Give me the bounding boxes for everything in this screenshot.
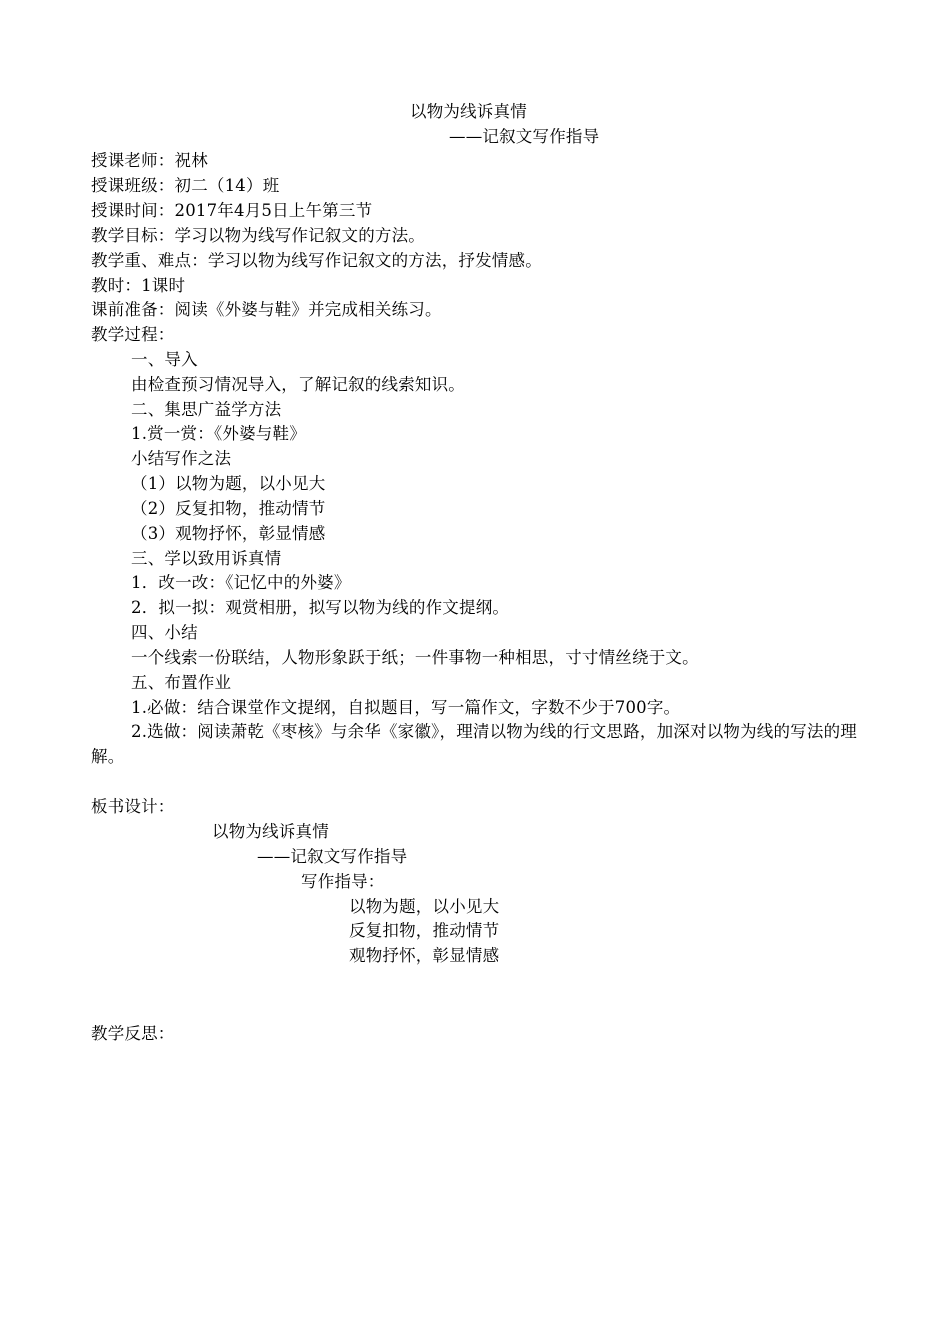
board-point: 以物为题，以小见大 xyxy=(349,897,500,916)
process-text: 1.赏一赏：《外婆与鞋》 xyxy=(131,424,306,443)
section-heading: 一、导入 xyxy=(131,350,198,369)
time-line: 授课时间：2017年4月5日上午第三节 xyxy=(91,201,373,220)
process-text: 2．拟一拟：观赏相册，拟写以物为线的作文提纲。 xyxy=(131,598,510,617)
board-heading: 写作指导： xyxy=(301,872,385,891)
document-title: 以物为线诉真情 xyxy=(410,102,527,121)
section-heading: 三、学以致用诉真情 xyxy=(131,549,282,568)
summary-text: 一个线索一份联结，人物形象跃于纸；一件事物一种相思，寸寸情丝绕于文。 xyxy=(131,648,699,667)
board-point: 观物抒怀，彰显情感 xyxy=(349,946,500,965)
method-point: （1）以物为题，以小见大 xyxy=(131,474,326,493)
process-heading: 教学过程： xyxy=(91,325,175,344)
process-text: 1．改一改：《记忆中的外婆》 xyxy=(131,573,351,592)
board-subtitle: ——记叙文写作指导 xyxy=(257,847,408,866)
homework-optional: 2.选做：阅读萧乾《枣核》与余华《家徽》，理清以物为线的行文思路，加深对以物为线的写法的理解。 xyxy=(91,722,857,766)
class-line: 授课班级：初二（14）班 xyxy=(91,176,280,195)
process-text: 由检查预习情况导入，了解记叙的线索知识。 xyxy=(131,375,465,394)
preparation-line: 课前准备：阅读《外婆与鞋》并完成相关练习。 xyxy=(91,300,442,319)
document-subtitle: ——记叙文写作指导 xyxy=(449,127,600,146)
board-title: 以物为线诉真情 xyxy=(212,822,329,841)
section-heading: 五、布置作业 xyxy=(131,673,232,692)
method-point: （3）观物抒怀，彰显情感 xyxy=(131,524,326,543)
goal-line: 教学目标：学习以物为线写作记叙文的方法。 xyxy=(91,226,425,245)
teacher-line: 授课老师：祝林 xyxy=(91,151,208,170)
period-line: 教时：1课时 xyxy=(91,276,186,295)
homework-required: 1.必做：结合课堂作文提纲，自拟题目，写一篇作文，字数不少于700字。 xyxy=(131,698,681,717)
reflection-label: 教学反思： xyxy=(91,1024,175,1043)
process-text: 小结写作之法 xyxy=(131,449,232,468)
method-point: （2）反复扣物，推动情节 xyxy=(131,499,326,518)
section-heading: 二、集思广益学方法 xyxy=(131,400,282,419)
board-point: 反复扣物，推动情节 xyxy=(349,921,500,940)
section-heading: 四、小结 xyxy=(131,623,198,642)
board-design-label: 板书设计： xyxy=(91,797,175,816)
key-points-line: 教学重、难点：学习以物为线写作记叙文的方法，抒发情感。 xyxy=(91,251,542,270)
